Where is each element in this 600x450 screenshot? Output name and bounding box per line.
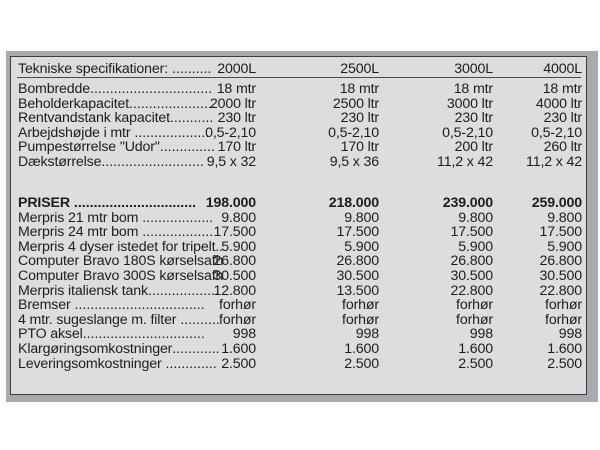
value-cell: 30.500	[336, 268, 379, 284]
value-cell: 17.500	[539, 224, 582, 240]
value-cell: forhør	[219, 312, 256, 328]
price-row	[11, 254, 586, 269]
value-cell: 5.900	[547, 239, 582, 255]
row-label-text: Dækstørrelse	[18, 155, 102, 170]
row-label-text: PRISER	[18, 196, 70, 211]
value-cell: 2.500	[344, 356, 379, 372]
value-cell: forhør	[342, 297, 379, 313]
value-cell: 1.600	[458, 341, 493, 357]
value-cell: 5.900	[458, 239, 493, 255]
row-label-text: Beholderkapacitet	[18, 97, 130, 112]
value-cell: 998	[355, 326, 379, 342]
value-cell: 230 ltr	[340, 110, 379, 126]
value-cell: 1.600	[221, 341, 256, 357]
leader-dots: ..................	[138, 211, 214, 226]
value-cell: 26.800	[336, 253, 379, 269]
value-cell: 26.800	[450, 253, 493, 269]
value-cell: 2500 ltr	[332, 96, 379, 112]
value-cell: 2.500	[458, 356, 493, 372]
value-cell: forhør	[456, 297, 493, 313]
value-cell: 1.600	[547, 341, 582, 357]
leader-dots: ...............................	[69, 196, 197, 211]
value-cell: 9,5 x 36	[329, 154, 379, 170]
value-cell: 9.800	[221, 210, 256, 226]
value-cell: forhør	[545, 312, 582, 328]
value-cell: 11,2 x 42	[437, 154, 493, 170]
value-cell: 3000L	[454, 61, 493, 77]
leader-dots: ..........	[168, 62, 212, 77]
value-cell: 2.500	[547, 356, 582, 372]
value-cell: 4000L	[543, 61, 582, 77]
value-cell: 998	[232, 326, 256, 342]
row-label-text: Bombredde	[18, 82, 90, 97]
price-row	[11, 327, 586, 342]
value-cell: 0,5-2,10	[531, 125, 582, 141]
row-label-text: Rentvandstank kapacitet	[18, 111, 170, 126]
row-label-text: Bremser	[18, 298, 71, 313]
row-label-text: Leveringsomkostninger	[18, 357, 162, 372]
value-cell: forhør	[342, 312, 379, 328]
value-cell: 0,5-2,10	[328, 125, 379, 141]
spec-row	[11, 155, 586, 170]
leader-dots: .............	[161, 357, 217, 372]
row-label-text: Tekniske specifikationer:	[18, 62, 169, 77]
header-row	[11, 62, 586, 77]
value-cell: 2.500	[221, 356, 256, 372]
price-row	[11, 225, 586, 240]
price-row	[11, 269, 586, 284]
value-cell: 26.800	[213, 253, 256, 269]
spec-row	[11, 126, 586, 141]
value-cell: 30.500	[213, 268, 256, 284]
leader-dots: ...................	[130, 126, 210, 141]
leader-dots: ...............................	[90, 82, 213, 97]
value-cell: 17.500	[450, 224, 493, 240]
value-cell: 5.900	[221, 239, 256, 255]
value-cell: 170 ltr	[340, 139, 379, 155]
value-cell: 9.800	[547, 210, 582, 226]
value-cell: 200 ltr	[454, 139, 493, 155]
price-row	[11, 240, 586, 255]
value-cell: 218.000	[328, 195, 379, 211]
price-row	[11, 298, 586, 313]
leader-dots: ............	[172, 342, 220, 357]
value-cell: 12.800	[213, 283, 256, 299]
value-cell: 5.900	[344, 239, 379, 255]
prices-header-row	[11, 196, 586, 211]
row-label-text: Arbejdshøjde i mtr	[18, 126, 131, 141]
value-cell: 18 mtr	[453, 81, 493, 97]
spec-row	[11, 111, 586, 126]
header-underline	[17, 77, 581, 78]
leader-dots: .................................	[70, 298, 205, 313]
row-label-text: Klargøringsomkostninger	[18, 342, 173, 357]
value-cell: 239.000	[442, 195, 493, 211]
value-cell: 998	[469, 326, 493, 342]
value-cell: 26.800	[539, 253, 582, 269]
value-cell: 2000 ltr	[209, 96, 256, 112]
value-cell: 17.500	[336, 224, 379, 240]
value-cell: 22.800	[539, 283, 582, 299]
value-cell: 230 ltr	[454, 110, 493, 126]
row-label-text: PTO aksel	[18, 327, 83, 342]
value-cell: 9.800	[344, 210, 379, 226]
spec-row	[11, 82, 586, 97]
value-cell: 2000L	[217, 61, 256, 77]
value-cell: 11,2 x 42	[526, 154, 582, 170]
value-cell: forhør	[456, 312, 493, 328]
row-label-text: Merpris italiensk tank	[18, 284, 148, 299]
leader-dots: ..................	[138, 225, 214, 240]
value-cell: 9,5 x 32	[206, 154, 256, 170]
value-cell: 18 mtr	[542, 81, 582, 97]
value-cell: 13.500	[336, 283, 379, 299]
spec-row	[11, 97, 586, 112]
value-cell: 22.800	[450, 283, 493, 299]
leader-dots: ..................	[147, 284, 219, 299]
price-row	[11, 342, 586, 357]
leader-dots: ......................	[129, 97, 216, 112]
value-cell: 17.500	[213, 224, 256, 240]
value-cell: 30.500	[539, 268, 582, 284]
spec-row	[11, 140, 586, 155]
row-label-text: 4 mtr. sugeslange m. filter	[18, 313, 177, 328]
price-row	[11, 284, 586, 299]
value-cell: 260 ltr	[543, 139, 582, 155]
row-label-text: Computer Bravo 300S kørselsafh	[18, 269, 224, 284]
value-cell: 3000 ltr	[446, 96, 493, 112]
value-cell: forhør	[545, 297, 582, 313]
value-cell: 1.600	[344, 341, 379, 357]
price-row	[11, 357, 586, 372]
leader-dots: ...........	[169, 111, 214, 126]
value-cell: forhør	[219, 297, 256, 313]
value-cell: 259.000	[531, 195, 582, 211]
value-cell: 18 mtr	[339, 81, 379, 97]
value-cell: 230 ltr	[543, 110, 582, 126]
row-label-text: Computer Bravo 180S kørselsafh	[18, 254, 224, 269]
row-label-text: Pumpestørrelse "Udor"	[18, 140, 160, 155]
value-cell: 9.800	[458, 210, 493, 226]
value-cell: 0,5-2,10	[442, 125, 493, 141]
row-label-text: Merpris 21 mtr bom	[18, 211, 139, 226]
row-label-text: Merpris 24 mtr bom	[18, 225, 139, 240]
value-cell: 170 ltr	[217, 139, 256, 155]
leader-dots: ..............	[159, 140, 215, 155]
value-cell: 18 mtr	[216, 81, 256, 97]
value-cell: 4000 ltr	[535, 96, 582, 112]
value-cell: 198.000	[205, 195, 256, 211]
value-cell: 230 ltr	[217, 110, 256, 126]
price-row	[11, 313, 586, 328]
row-label-text: Merpris 4 dyser istedet for tripelt..	[18, 240, 223, 255]
value-cell: 30.500	[450, 268, 493, 284]
leader-dots: ..........................	[101, 155, 204, 170]
value-cell: 998	[558, 326, 582, 342]
value-cell: 2500L	[340, 61, 379, 77]
spec-price-table	[10, 56, 587, 395]
leader-dots: ..........	[176, 313, 220, 328]
leader-dots: ...............................	[82, 327, 205, 342]
value-cell: 0,5-2,10	[205, 125, 256, 141]
price-row	[11, 211, 586, 226]
